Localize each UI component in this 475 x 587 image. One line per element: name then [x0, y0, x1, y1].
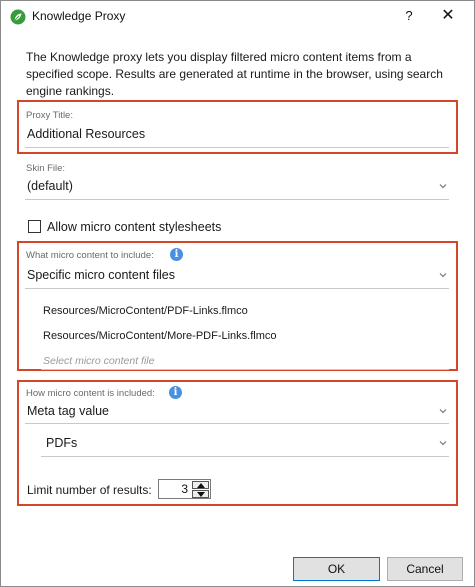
- select-micro-content-file-input[interactable]: Select micro content file: [43, 355, 155, 367]
- close-button[interactable]: ✕: [441, 7, 455, 24]
- cancel-button[interactable]: Cancel: [387, 557, 463, 581]
- help-button[interactable]: ?: [405, 8, 413, 23]
- allow-stylesheets-checkbox[interactable]: [28, 220, 41, 233]
- what-include-chevron-down-icon[interactable]: [438, 271, 448, 279]
- select-file-underline: [41, 369, 449, 370]
- meta-tag-chevron-down-icon[interactable]: [438, 439, 448, 447]
- dialog-title: Knowledge Proxy: [32, 9, 126, 23]
- stepper-up-icon[interactable]: [192, 481, 209, 489]
- what-include-label: What micro content to include:: [26, 250, 154, 261]
- proxy-title-label: Proxy Title:: [26, 110, 73, 121]
- meta-tag-underline: [41, 456, 449, 457]
- how-include-underline: [25, 423, 449, 424]
- limit-results-stepper[interactable]: [158, 479, 211, 499]
- what-include-info-icon[interactable]: i: [170, 248, 183, 261]
- title-bar: [1, 1, 474, 33]
- micro-content-file-item[interactable]: Resources/MicroContent/PDF-Links.flmco: [43, 305, 248, 317]
- skin-file-chevron-down-icon[interactable]: [438, 182, 448, 190]
- how-include-label: How micro content is included:: [26, 388, 155, 399]
- stepper-down-icon[interactable]: [192, 490, 209, 498]
- skin-file-label: Skin File:: [26, 163, 66, 174]
- what-include-select[interactable]: Specific micro content files: [27, 268, 175, 282]
- description-text: The Knowledge proxy lets you display filtered micro content items from a specified scope. Results are generated at runtime in the browser, using search engine rankings.: [26, 50, 443, 98]
- how-include-chevron-down-icon[interactable]: [438, 407, 448, 415]
- proxy-title-input[interactable]: Additional Resources: [27, 127, 146, 141]
- skin-file-select[interactable]: (default): [27, 179, 73, 193]
- how-include-info-icon[interactable]: i: [169, 386, 182, 399]
- app-leaf-icon: [10, 9, 26, 25]
- what-include-underline: [25, 288, 449, 289]
- ok-button[interactable]: OK: [293, 557, 380, 581]
- proxy-title-underline: [25, 147, 449, 148]
- meta-tag-value-select[interactable]: PDFs: [46, 436, 78, 450]
- skin-file-underline: [25, 199, 449, 200]
- allow-stylesheets-label[interactable]: Allow micro content stylesheets: [47, 220, 222, 234]
- limit-results-value[interactable]: 3: [181, 482, 188, 496]
- micro-content-file-item[interactable]: Resources/MicroContent/More-PDF-Links.flmco: [43, 330, 277, 342]
- limit-results-label: Limit number of results:: [27, 483, 152, 497]
- how-include-select[interactable]: Meta tag value: [27, 404, 109, 418]
